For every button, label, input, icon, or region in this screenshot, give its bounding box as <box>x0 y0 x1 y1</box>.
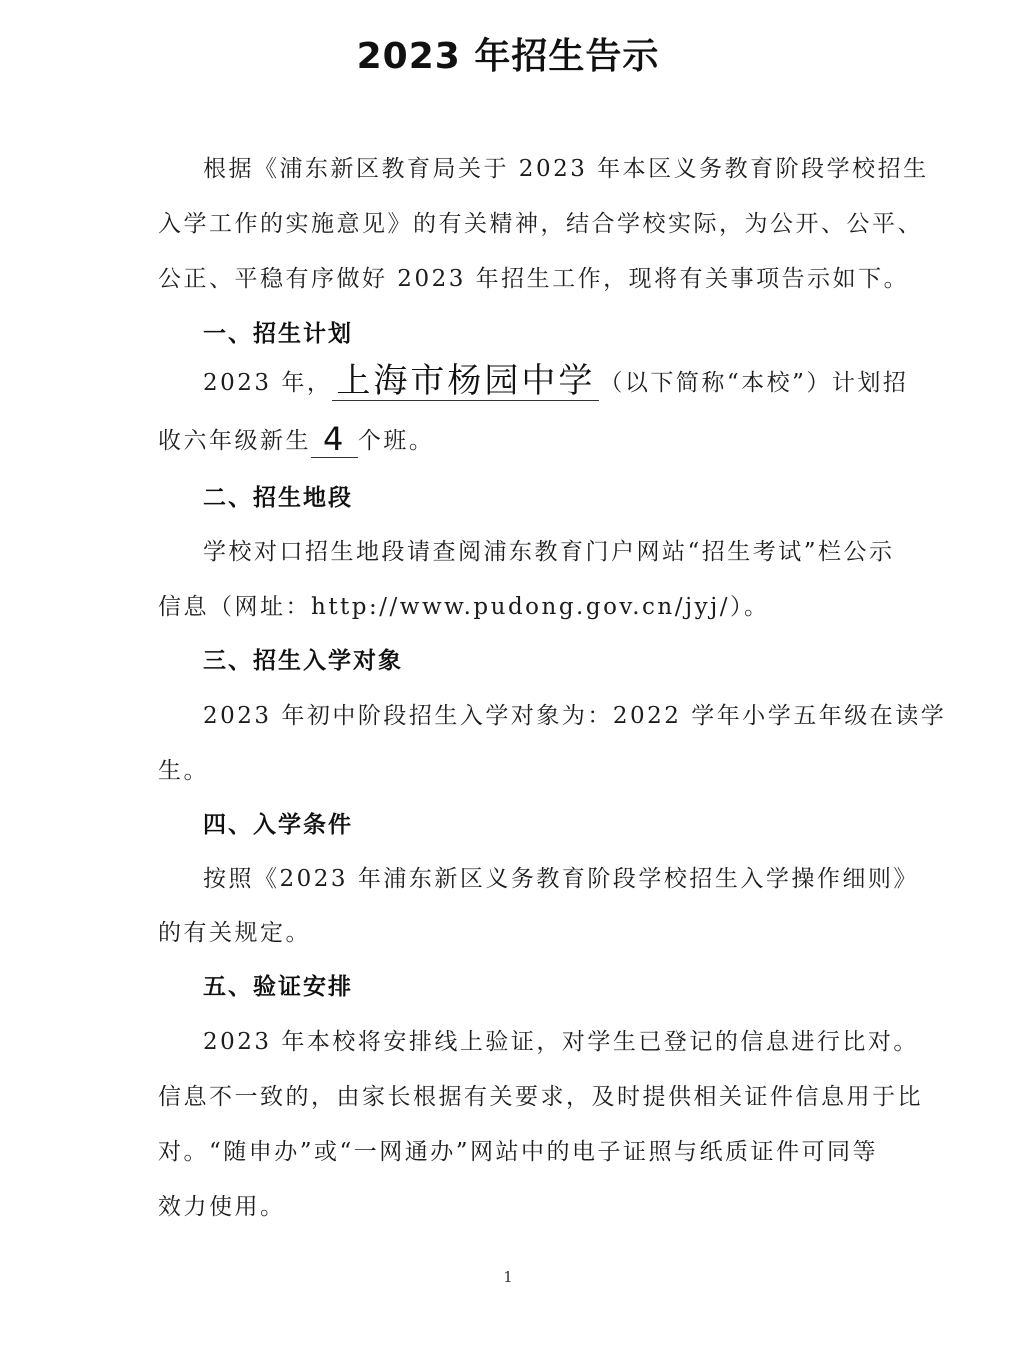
heading-enrollment-plan: 一、招生计划 <box>203 321 353 347</box>
page-number: 1 <box>503 1268 513 1286</box>
intro-line-3: 公正、平稳有序做好 2023 年招生工作，现将有关事项告示如下。 <box>158 266 910 292</box>
conditions-line-1: 按照《2023 年浦东新区义务教育阶段学校招生入学操作细则》 <box>203 866 919 892</box>
intro-line-2: 入学工作的实施意见》的有关精神，结合学校实际，为公开、公平、 <box>158 211 923 237</box>
plan-line-1-suffix: （以下简称“本校”）计划招 <box>599 370 909 396</box>
heading-enrollment-district: 二、招生地段 <box>203 485 353 511</box>
district-line-1: 学校对口招生地段请查阅浦东教育门户网站“招生考试”栏公示 <box>203 539 895 565</box>
verification-line-3: 对。“随申办”或“一网通办”网站中的电子证照与纸质证件可同等 <box>158 1139 879 1165</box>
verification-line-1: 2023 年本校将安排线上验证，对学生已登记的信息进行比对。 <box>203 1029 919 1055</box>
plan-line-2-prefix: 收六年级新生 <box>158 428 311 454</box>
intro-line-1: 根据《浦东新区教育局关于 2023 年本区义务教育阶段学校招生 <box>203 156 929 182</box>
document-title: 2023 年招生告示 <box>356 36 660 77</box>
district-line-2: 信息（网址：http://www.pudong.gov.cn/jyj/）。 <box>158 594 770 620</box>
school-name-fill: 上海市杨园中学 <box>332 364 599 401</box>
plan-line-1-prefix: 2023 年， <box>203 370 333 396</box>
heading-verification: 五、验证安排 <box>203 974 353 1000</box>
plan-line-2 <box>158 422 434 458</box>
target-line-2: 生。 <box>158 758 209 784</box>
plan-line-1 <box>203 361 909 401</box>
target-line-1: 2023 年初中阶段招生入学对象为：2022 学年小学五年级在读学 <box>203 703 947 729</box>
heading-enrollment-target: 三、招生入学对象 <box>203 648 403 674</box>
class-count-fill: 4 <box>311 423 358 458</box>
conditions-line-2: 的有关规定。 <box>158 920 311 946</box>
heading-enrollment-conditions: 四、入学条件 <box>203 812 353 838</box>
plan-line-2-suffix: 个班。 <box>357 428 435 454</box>
verification-line-2: 信息不一致的，由家长根据有关要求，及时提供相关证件信息用于比 <box>158 1084 923 1110</box>
verification-line-4: 效力使用。 <box>158 1194 286 1220</box>
